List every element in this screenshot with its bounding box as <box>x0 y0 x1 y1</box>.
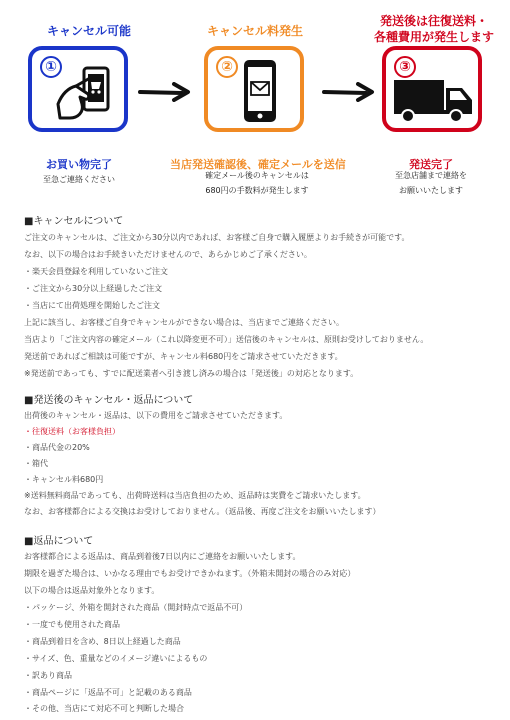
text-line-highlight: ・往復送料（お客様負担） <box>24 427 120 436</box>
text-line: 上記に該当し、お客様ご自身でキャンセルができない場合は、当店までご連絡ください。 <box>24 318 344 327</box>
text-line: ・商品ページに「返品不可」と記載のある商品 <box>24 688 192 697</box>
step-2-label: 当店発送確認後、確定メールを送信 <box>170 158 346 171</box>
step-1-number: ① <box>40 56 62 78</box>
text-line: ご注文のキャンセルは、ご注文から30分以内であれば、お客様ご自身で購入履歴よりお手続きが可能です。 <box>24 233 410 242</box>
text-line: お客様都合による返品は、商品到着後7日以内にご連絡をお願いいたします。 <box>24 552 301 561</box>
step-3-box <box>382 46 482 132</box>
text-line: 期限を過ぎた場合は、いかなる理由でもお受けできかねます。（外箱未開封の場合のみ対応） <box>24 569 356 578</box>
hand-tapping-phone-icon <box>54 64 118 124</box>
text-line: ・その他、当店にて対応不可と判断した場合 <box>24 704 184 713</box>
text-line: ・サイズ、色、重量などのイメージ違いによるもの <box>24 654 208 663</box>
step-3-title-line-2: 各種費用が発生します <box>373 30 494 44</box>
text-line: ・一度でも使用された商品 <box>24 620 120 629</box>
text-line: ・パッケージ、外箱を開封された商品（開封時点で返品不可） <box>24 603 248 612</box>
section-heading-returns: ■返品について <box>24 536 94 547</box>
text-line: ※送料無料商品であっても、出荷時送料は当店負担のため、返品時は実費をご請求いたします。 <box>24 491 366 500</box>
text-line: 当店より「ご注文内容の確定メール（これ以降変更不可）」送信後のキャンセルは、原則お受けしておりません。 <box>24 335 429 344</box>
step-2-note-2: 680円の手数料が発生します <box>205 186 309 195</box>
arrow-right-icon <box>138 82 192 102</box>
step-2-title: キャンセル料発生 <box>206 24 303 38</box>
text-line: ・訳あり商品 <box>24 671 72 680</box>
delivery-truck-icon <box>392 78 476 124</box>
text-line: ・キャンセル料680円 <box>24 475 104 484</box>
text-line: ※発送前であっても、すでに配送業者へ引き渡し済みの場合は「発送後」の対応となります。 <box>24 369 359 378</box>
text-line: ・ご注文から30分以上経過したご注文 <box>24 284 163 293</box>
text-line: 以下の場合は返品対象外となります。 <box>24 586 160 595</box>
step-1-title: キャンセル可能 <box>46 24 131 38</box>
step-3-note-2: お願いいたします <box>399 186 463 195</box>
step-1-label: お買い物完了 <box>46 158 112 171</box>
text-line: なお、以下の場合はお手続きいただけませんので、あらかじめご了承ください。 <box>24 250 312 259</box>
step-1-note-1: 至急ご連絡ください <box>43 175 115 184</box>
arrow-right-icon <box>322 82 376 102</box>
text-line: 発送前であればご相談は可能ですが、キャンセル料680円をご請求させていただきます。 <box>24 352 343 361</box>
section-heading-after-shipping: ■発送後のキャンセル・返品について <box>24 395 194 406</box>
text-line: ・楽天会員登録を利用していないご注文 <box>24 267 168 276</box>
step-3-number: ③ <box>394 56 416 78</box>
phone-mail-icon <box>238 58 282 124</box>
step-3-label: 発送完了 <box>409 158 453 171</box>
step-2-number: ② <box>216 56 238 78</box>
text-line: ・箱代 <box>24 459 48 468</box>
section-heading-cancel: ■キャンセルについて <box>24 216 124 227</box>
step-2-note-1: 確定メール後のキャンセルは <box>205 171 309 180</box>
step-3-note-1: 至急店舗まで連絡を <box>395 171 467 180</box>
step-1-box <box>28 46 128 132</box>
step-2-box <box>204 46 304 132</box>
step-3-title-line-1: 発送後は往復送料・ <box>379 14 488 28</box>
text-line: ・商品代金の20% <box>24 443 90 452</box>
text-line: なお、お客様都合による交換はお受けしておりません。（返品後、再度ご注文をお願いいたします） <box>24 507 381 516</box>
text-line: ・商品到着日を含め、8日以上経過した商品 <box>24 637 181 646</box>
text-line: ・当店にて出荷処理を開始したご注文 <box>24 301 160 310</box>
text-line: 出荷後のキャンセル・返品は、以下の費用をご請求させていただきます。 <box>24 411 288 420</box>
